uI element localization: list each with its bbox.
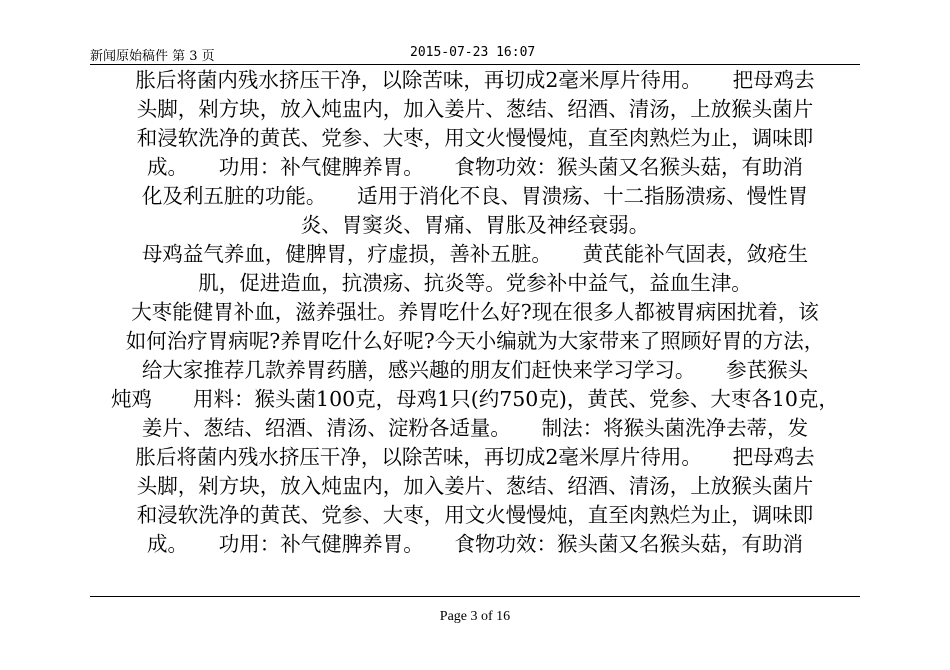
body-line: 成。 功用：补气健脾养胃。 食物功效：猴头菌又名猴头菇，有助消	[147, 532, 803, 556]
body-line: 胀后将菌内残水挤压干净，以除苦味，再切成2毫米厚片待用。 把母鸡去	[135, 445, 815, 469]
header-divider	[90, 64, 860, 65]
header-source-label: 新闻原始稿件 第 3 页	[90, 49, 215, 64]
page-header	[90, 43, 860, 65]
body-line: 如何治疗胃病呢?养胃吃什么好呢?今天小编就为大家带来了照顾好胃的方法，	[125, 329, 825, 353]
page-number: Page 3 of 16	[439, 609, 511, 624]
body-line: 给大家推荐几款养胃药膳，感兴趣的朋友们赶快来学习学习。 参芪猴头	[141, 358, 809, 382]
body-line: 和浸软洗净的黄芪、党参、大枣，用文火慢慢炖，直至肉熟烂为止，调味即	[136, 503, 814, 527]
header-datetime: 2015-07-23 16:07	[410, 45, 536, 60]
body-line: 大枣能健胃补血，滋养强壮。养胃吃什么好?现在很多人都被胃病困扰着，该	[131, 300, 819, 324]
article-body	[92, 66, 858, 559]
body-line: 炎、胃窦炎、胃痛、胃胀及神经衰弱。	[300, 213, 650, 237]
body-line: 胀后将菌内残水挤压干净，以除苦味，再切成2毫米厚片待用。 把母鸡去	[135, 68, 815, 92]
body-line: 化及利五脏的功能。 适用于消化不良、胃溃疡、十二指肠溃疡、慢性胃	[141, 184, 809, 208]
body-line: 成。 功用：补气健脾养胃。 食物功效：猴头菌又名猴头菇，有助消	[147, 155, 803, 179]
body-line: 母鸡益气养血，健脾胃，疗虚损，善补五脏。 黄芪能补气固表，敛疮生	[141, 242, 809, 266]
body-line: 头脚，剁方块，放入炖盅内，加入姜片、葱结、绍酒、清汤，上放猴头菌片	[136, 474, 814, 498]
body-line: 姜片、葱结、绍酒、清汤、淀粉各适量。 制法：将猴头菌洗净去蒂，发	[141, 416, 809, 440]
body-line: 头脚，剁方块，放入炖盅内，加入姜片、葱结、绍酒、清汤，上放猴头菌片	[136, 97, 814, 121]
body-line: 肌，促进造血，抗溃疡、抗炎等。党参补中益气，益血生津。	[198, 271, 752, 295]
footer-divider	[90, 596, 860, 597]
body-line: 和浸软洗净的黄芪、党参、大枣，用文火慢慢炖，直至肉熟烂为止，调味即	[136, 126, 814, 150]
body-line: 炖鸡 用料：猴头菌100克，母鸡1只(约750克)，黄芪、党参、大枣各10克，	[111, 387, 839, 411]
